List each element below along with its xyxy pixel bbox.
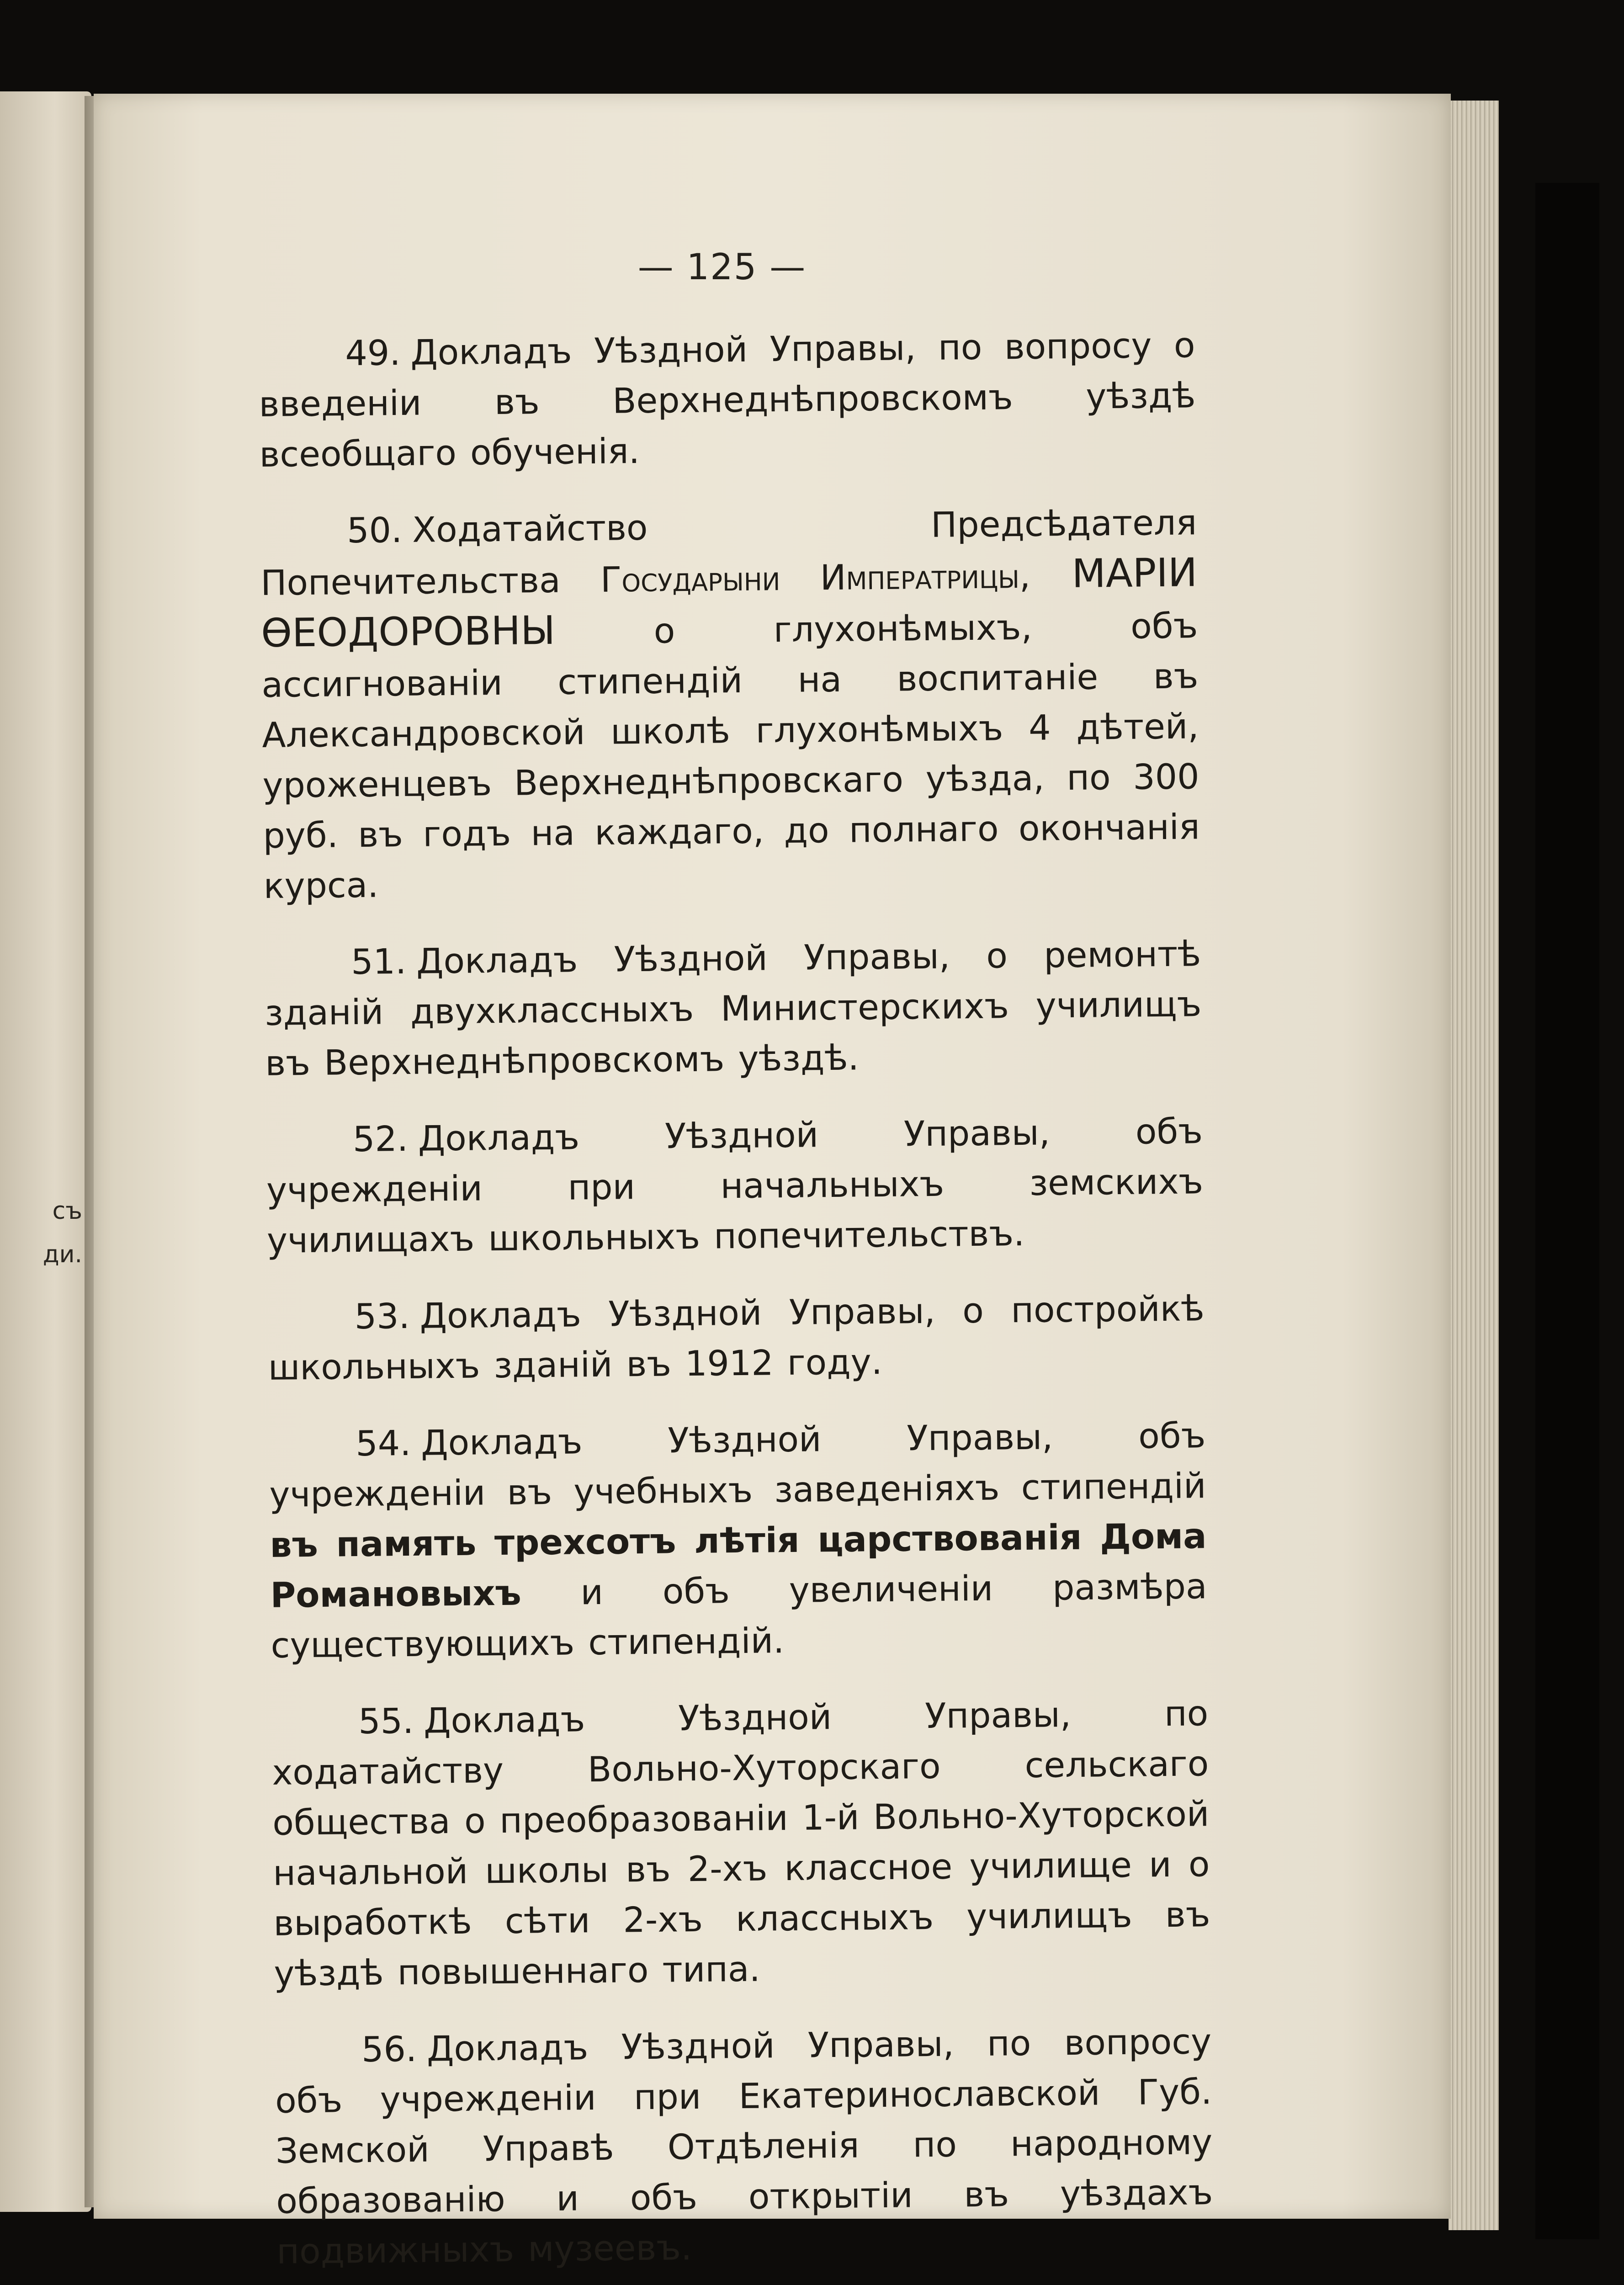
left-page-fragment: ди. (42, 1241, 82, 1268)
item-number: 56. (361, 2028, 417, 2070)
agenda-item-54 (269, 1410, 1208, 1671)
agenda-item-56 (275, 2016, 1214, 2277)
agenda-item-53 (267, 1283, 1205, 1393)
item-number: 55. (358, 1700, 414, 1742)
item-text: Докладъ Уѣздной Управы, объ учрежденіи въ учебныхъ заведеніяхъ стипендій (269, 1415, 1206, 1515)
item-text: Докладъ Уѣздной Управы, о ремонтѣ зданій двухклассныхъ Министерскихъ училищъ въ Верхнеднѣпровскомъ уѣздѣ. (264, 933, 1202, 1084)
item-text: Докладъ Уѣздной Управы, о постройкѣ школьныхъ зданій въ 1912 году. (268, 1288, 1205, 1388)
item-text: и объ увеличеніи размѣра существующихъ стипендій. (271, 1566, 1207, 1666)
page-number: — 125 — (637, 247, 807, 288)
item-number: 52. (352, 1118, 409, 1160)
item-number: 51. (350, 941, 407, 983)
agenda-list (258, 320, 1214, 2285)
item-text-smallcaps: Государыни Императрицы, (600, 555, 1031, 600)
agenda-item-50 (260, 497, 1200, 911)
item-text: Докладъ Уѣздной Управы, по вопросу о введеніи въ Верхнеднѣпровскомъ уѣздѣ всеобщаго обученія. (259, 324, 1196, 475)
item-number: 50. (346, 509, 403, 551)
item-text: о глухонѣмыхъ, объ ассигнованіи стипендій на воспитаніе въ Александровской школѣ глухонѣмыхъ 4 дѣтей, уроженцевъ Верхнеднѣпровскаго уѣзда, по 300 руб. въ годъ на каждаго, до полнаго окончанія курса. (261, 605, 1200, 906)
agenda-item-55 (271, 1688, 1211, 1999)
background-shadow (1535, 183, 1599, 2239)
item-text: Докладъ Уѣздной Управы, по вопросу объ учрежденіи при Екатеринославской Губ. Земской Управѣ Отдѣленія по народному образованію и объ открытіи въ уѣздахъ подвижныхъ музеевъ. (275, 2021, 1213, 2272)
item-number: 49. (345, 332, 401, 374)
agenda-item-52 (266, 1106, 1204, 1266)
left-page-edge (0, 91, 91, 2212)
item-text-bold: въ память трехсотъ лѣтія царствованія Дома Романовыхъ (270, 1515, 1207, 1615)
item-text: Докладъ Уѣздной Управы, объ учрежденіи при начальныхъ земскихъ училищахъ школьныхъ попечительствъ. (266, 1111, 1204, 1261)
item-text: Докладъ Уѣздной Управы, по ходатайству Вольно-Хуторскаго сельскаго общества о преобразованіи 1-й Вольно-Хуторской начальной школы въ 2-хъ классное училище и о выработкѣ сѣти 2-хъ классныхъ училищъ въ уѣздѣ повышеннаго типа. (271, 1693, 1210, 1994)
agenda-item-51 (264, 929, 1202, 1089)
left-page-fragment: съ (52, 1197, 82, 1225)
agenda-item-49 (258, 320, 1196, 480)
item-text: Ходатайство Предсѣдателя Попечительства (260, 502, 1197, 603)
item-number: 53. (354, 1295, 410, 1337)
item-text-name: МАРІИ ѲЕОДОРОВНЫ (260, 550, 1198, 656)
page-edges (1449, 101, 1499, 2230)
item-number: 54. (355, 1422, 411, 1464)
